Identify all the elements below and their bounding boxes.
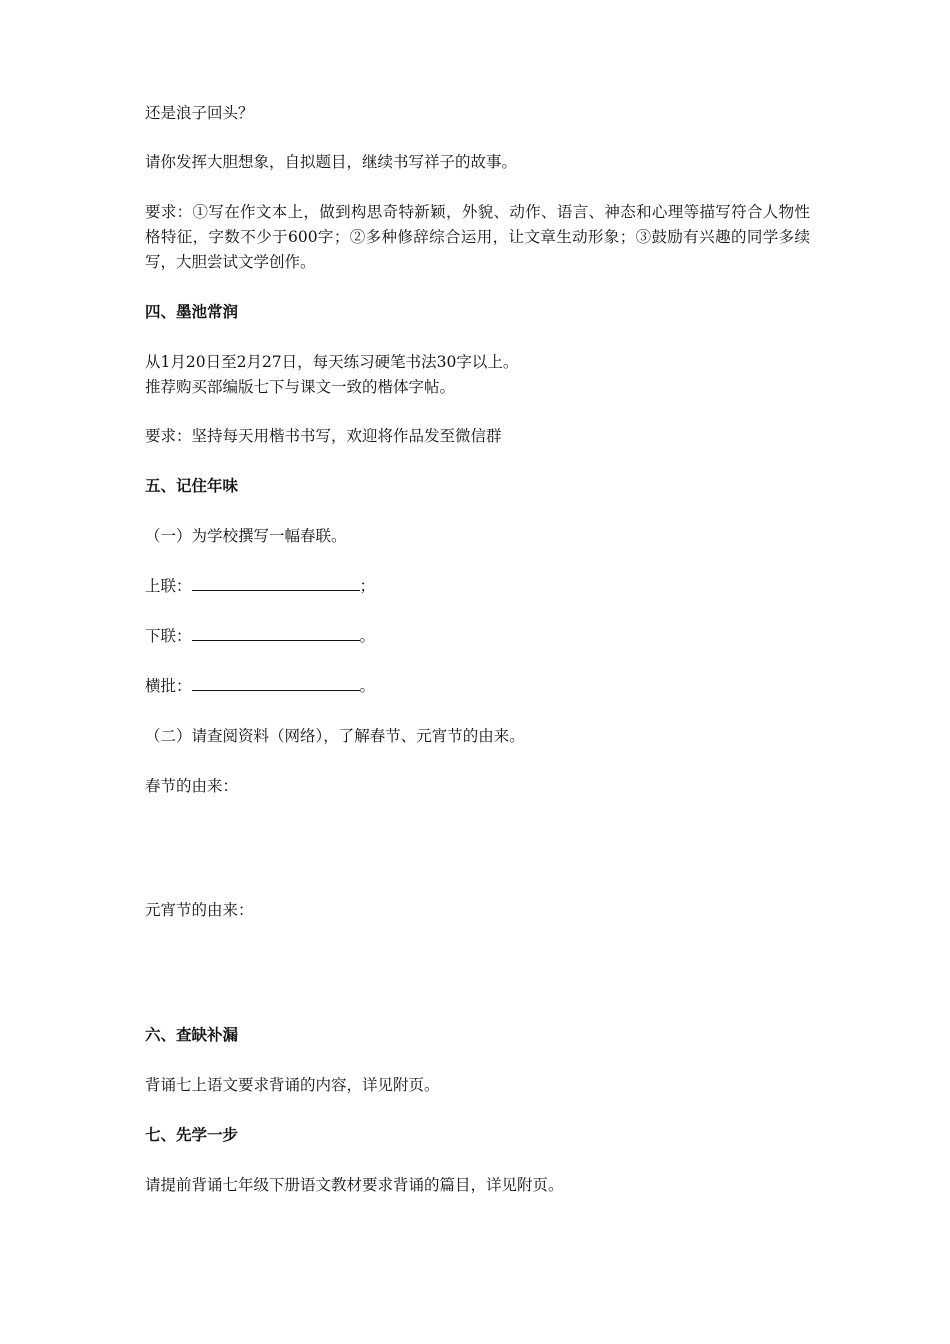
upper-couplet-end: ；	[359, 577, 376, 595]
prodigal-line: 还是浪子回头？	[145, 104, 254, 122]
section6-heading: 六、查缺补漏	[145, 1026, 239, 1044]
horizontal-scroll-label: 横批：	[145, 677, 192, 695]
section7-heading: 七、先学一步	[145, 1126, 239, 1144]
section5-heading: 五、记住年味	[145, 477, 239, 495]
section6-text: 背诵七上语文要求背诵的内容，详见附页。	[145, 1076, 440, 1094]
lower-couplet-row	[145, 624, 375, 649]
upper-couplet-blank[interactable]	[192, 576, 360, 591]
spring-festival-origin-label: 春节的由来：	[145, 777, 239, 795]
section7-text: 请提前背诵七年级下册语文教材要求背诵的篇目，详见附页。	[145, 1176, 564, 1194]
lower-couplet-label: 下联：	[145, 627, 192, 645]
story-prompt: 请你发挥大胆想象，自拟题目，继续书写祥子的故事。	[145, 153, 518, 171]
festival-origin-task: （二）请查阅资料（网络），了解春节、元宵节的由来。	[145, 727, 525, 745]
calligraphy-requirement: 要求：坚持每天用楷书书写，欢迎将作品发至微信群	[145, 427, 502, 445]
essay-requirement: 要求：①写在作文本上，做到构思奇特新颖，外貌、动作、语言、神态和心理等描写符合人物性格特征，字数不少于600字；②多种修辞综合运用，让文章生动形象；③鼓励有兴趣的同学多续写，大胆尝试文学创作。	[145, 203, 810, 271]
calligraphy-copybook: 推荐购买部编版七下与课文一致的楷体字帖。	[145, 378, 456, 396]
upper-couplet-row	[145, 574, 375, 599]
upper-couplet-label: 上联：	[145, 577, 192, 595]
couplet-task: （一）为学校撰写一幅春联。	[145, 527, 347, 545]
lower-couplet-end: 。	[359, 627, 376, 645]
horizontal-scroll-row	[145, 674, 375, 699]
calligraphy-schedule: 从1月20日至2月27日，每天练习硬笔书法30字以上。	[145, 353, 519, 371]
lower-couplet-blank[interactable]	[192, 626, 360, 641]
horizontal-scroll-blank[interactable]	[192, 676, 360, 691]
lantern-festival-origin-label: 元宵节的由来：	[145, 901, 254, 919]
section4-heading: 四、墨池常润	[145, 303, 239, 321]
horizontal-scroll-end: 。	[359, 677, 376, 695]
